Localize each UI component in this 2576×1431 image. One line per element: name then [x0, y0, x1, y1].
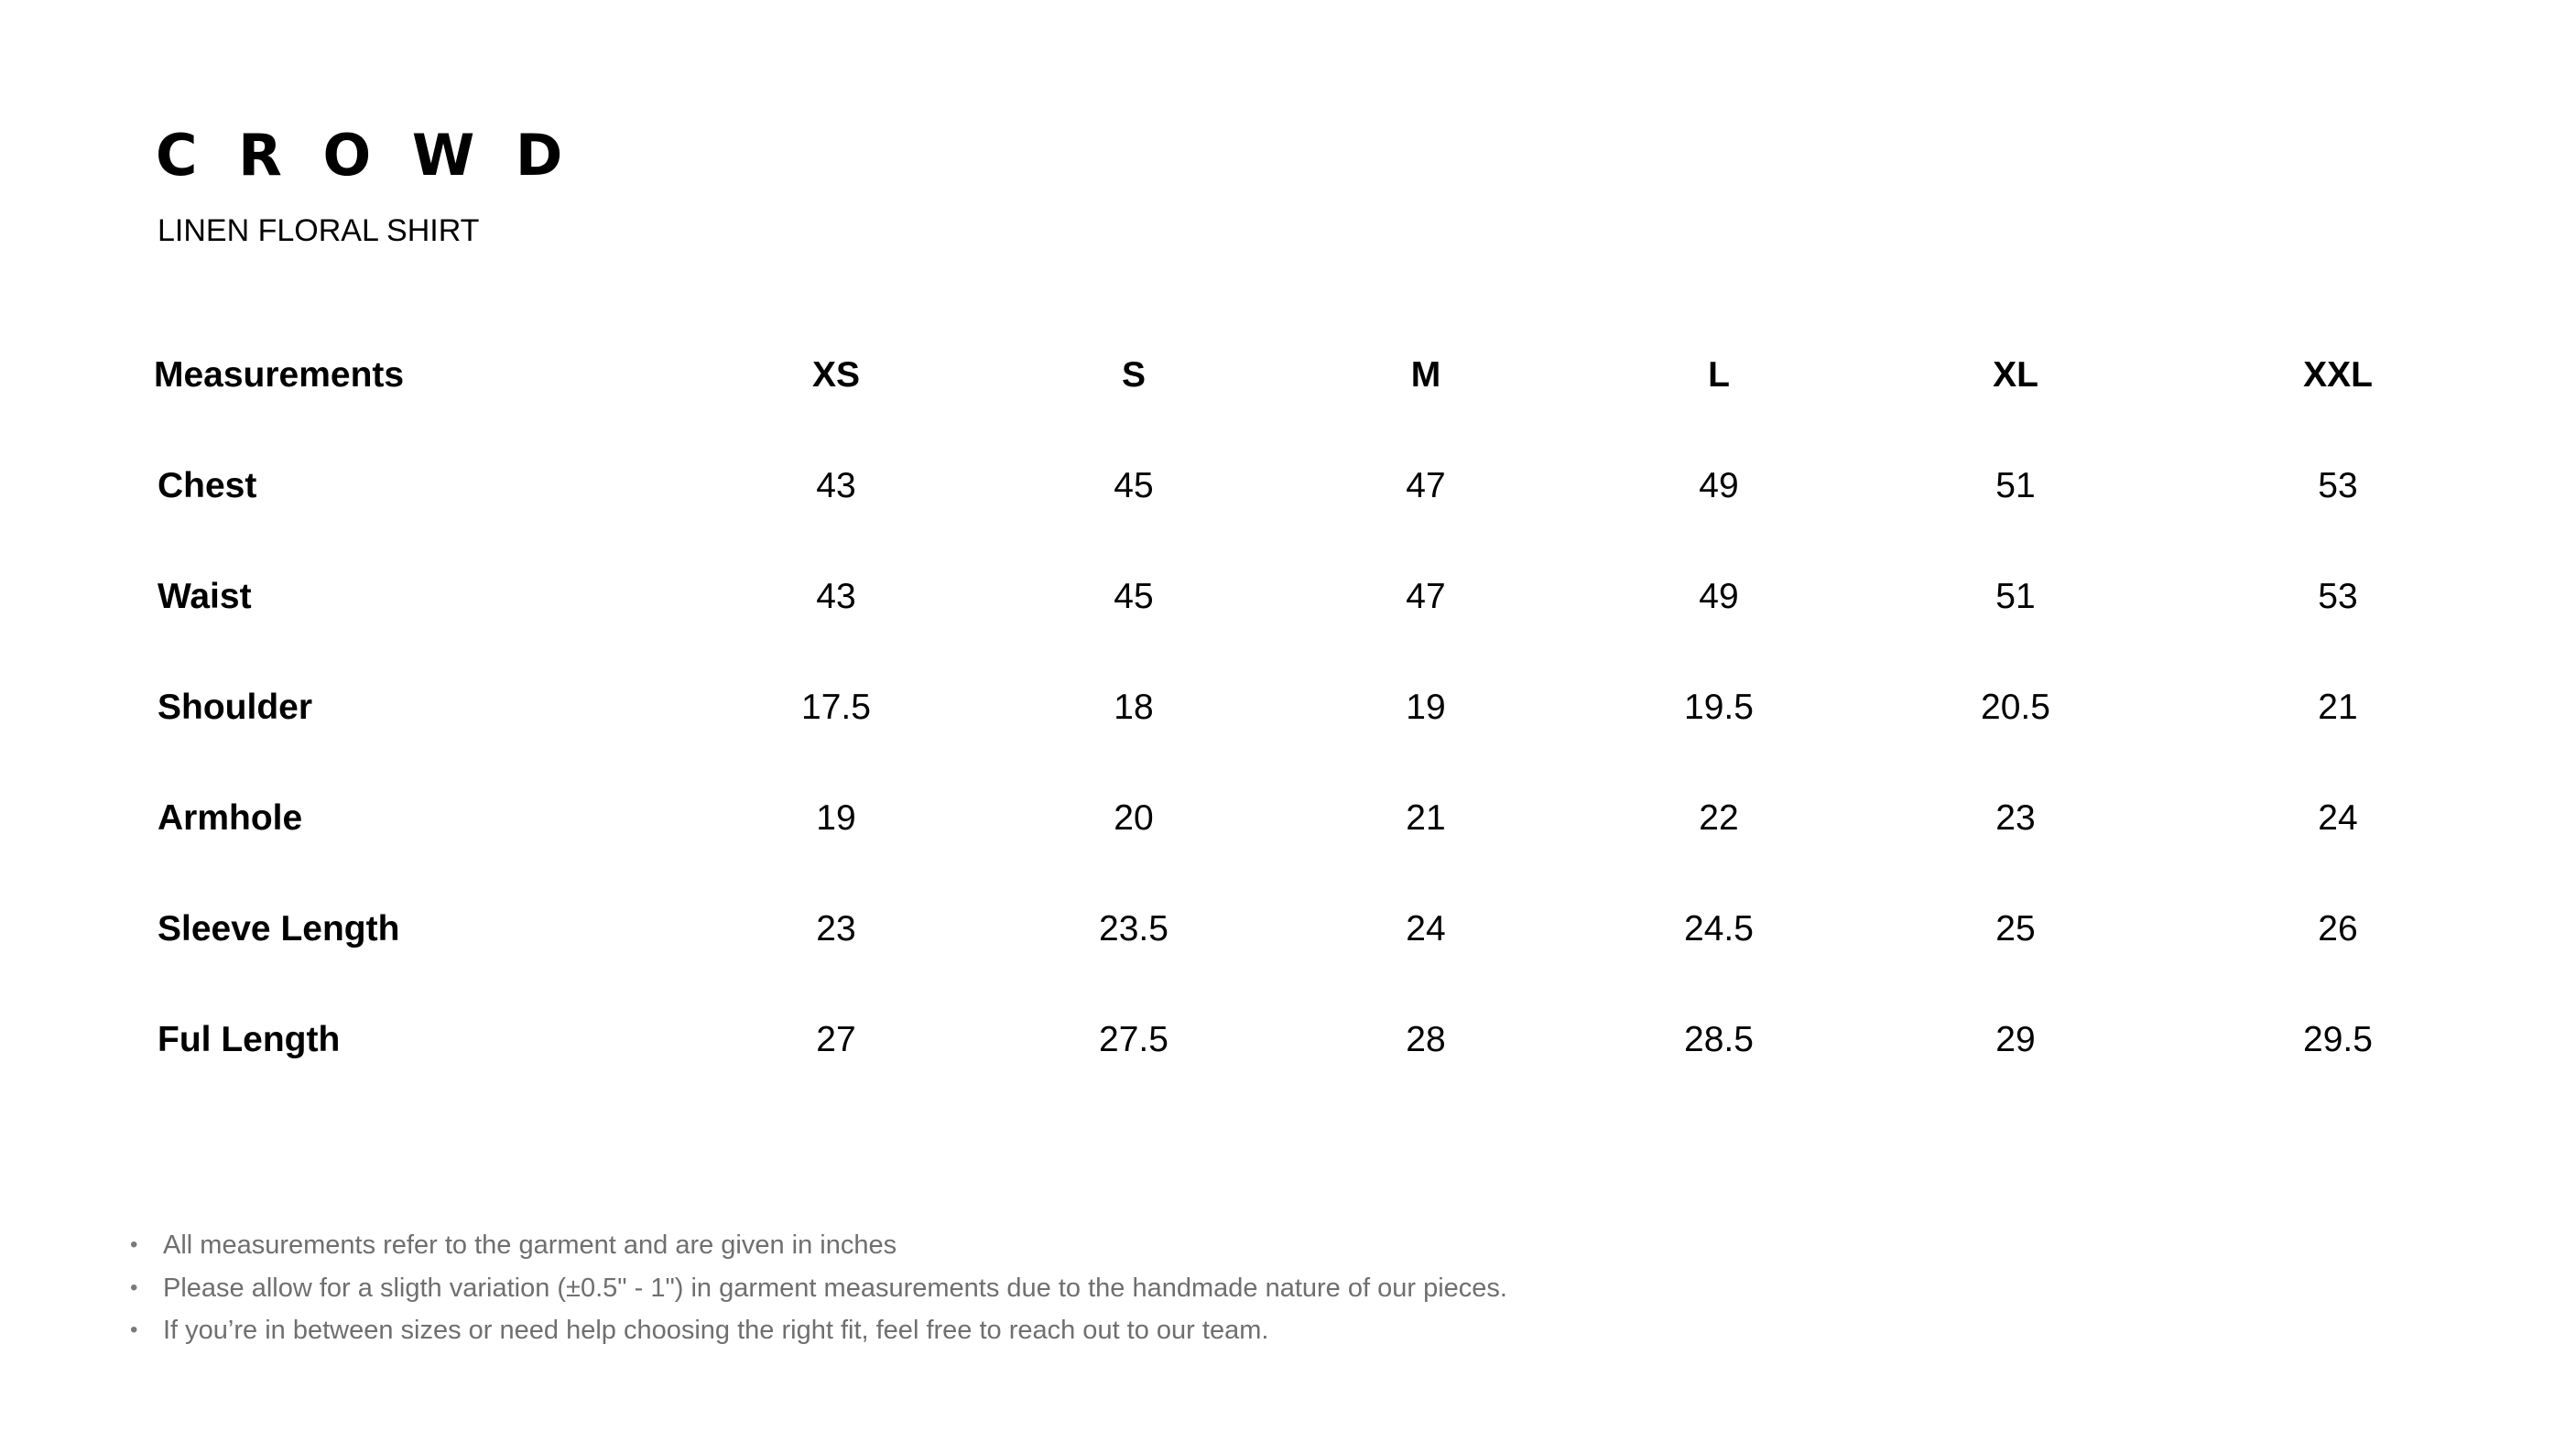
table-cell: 45 [1114, 466, 1154, 505]
size-header-xs: XS [811, 355, 861, 395]
table-cell: 19 [816, 798, 856, 838]
table-cell: 26 [2318, 909, 2358, 949]
table-cell: 49 [1699, 466, 1739, 505]
table-cell: 28 [1406, 1020, 1446, 1059]
size-header-l: L [1708, 355, 1730, 395]
table-cell: 21 [1406, 798, 1446, 838]
table-cell: 47 [1406, 577, 1446, 616]
table-cell: 20.5 [1981, 688, 2050, 727]
table-cell: 20 [1114, 798, 1154, 838]
table-cell: 51 [1995, 577, 2036, 616]
size-header-xxl: XXL [2303, 355, 2373, 395]
note-text: If you’re in between sizes or need help choosing the right fit, feel free to reach out to our team. [163, 1316, 1269, 1345]
table-cell: 23 [816, 909, 856, 949]
bullet-icon: • [130, 1317, 138, 1342]
brand-logo: CROWD [156, 122, 604, 189]
row-label-chest: Chest [158, 466, 257, 505]
table-cell: 51 [1995, 466, 2036, 505]
note-item [128, 1224, 1507, 1267]
table-cell: 23 [1995, 798, 2036, 838]
table-cell: 21 [2318, 688, 2358, 727]
note-item [128, 1309, 1507, 1352]
table-header-row [154, 348, 2425, 459]
table-cell: 45 [1114, 577, 1154, 616]
table-cell: 19.5 [1684, 688, 1754, 727]
note-text: Please allow for a sligth variation (±0.5" - 1") in garment measurements due to the handmade nature of our pieces. [163, 1273, 1507, 1303]
measurement-notes [128, 1224, 1507, 1352]
product-title: LINEN FLORAL SHIRT [158, 213, 480, 248]
table-cell: 19 [1406, 688, 1446, 727]
table-cell: 43 [816, 466, 856, 505]
table-row [154, 459, 2425, 569]
size-chart-table [154, 348, 2425, 1123]
row-label-sleeve-length: Sleeve Length [158, 909, 400, 949]
table-cell: 53 [2318, 466, 2358, 505]
table-cell: 23.5 [1099, 909, 1168, 949]
table-row [154, 902, 2425, 1013]
table-cell: 29.5 [2303, 1020, 2373, 1059]
table-cell: 43 [816, 577, 856, 616]
bullet-icon: • [130, 1274, 138, 1300]
note-text: All measurements refer to the garment and are given in inches [163, 1230, 897, 1260]
table-cell: 22 [1699, 798, 1739, 838]
table-cell: 53 [2318, 577, 2358, 616]
table-cell: 18 [1114, 688, 1154, 727]
table-cell: 49 [1699, 577, 1739, 616]
measurements-header: Measurements [154, 355, 405, 395]
table-row [154, 1013, 2425, 1123]
table-cell: 24.5 [1684, 909, 1754, 949]
row-label-shoulder: Shoulder [158, 688, 313, 727]
size-header-m: M [1410, 355, 1441, 395]
table-cell: 27.5 [1099, 1020, 1168, 1059]
table-cell: 29 [1995, 1020, 2036, 1059]
table-cell: 24 [1406, 909, 1446, 949]
size-header-xl: XL [1993, 355, 2038, 395]
table-cell: 25 [1995, 909, 2036, 949]
note-item [128, 1267, 1507, 1310]
table-cell: 28.5 [1684, 1020, 1754, 1059]
bullet-icon: • [130, 1232, 138, 1257]
table-cell: 27 [816, 1020, 856, 1059]
table-cell: 24 [2318, 798, 2358, 838]
row-label-ful-length: Ful Length [158, 1020, 341, 1059]
row-label-waist: Waist [158, 577, 252, 616]
row-label-armhole: Armhole [158, 798, 303, 838]
table-row [154, 569, 2425, 680]
table-row [154, 680, 2425, 791]
table-cell: 47 [1406, 466, 1446, 505]
table-row [154, 791, 2425, 902]
size-header-s: S [1121, 355, 1146, 395]
table-cell: 17.5 [801, 688, 871, 727]
